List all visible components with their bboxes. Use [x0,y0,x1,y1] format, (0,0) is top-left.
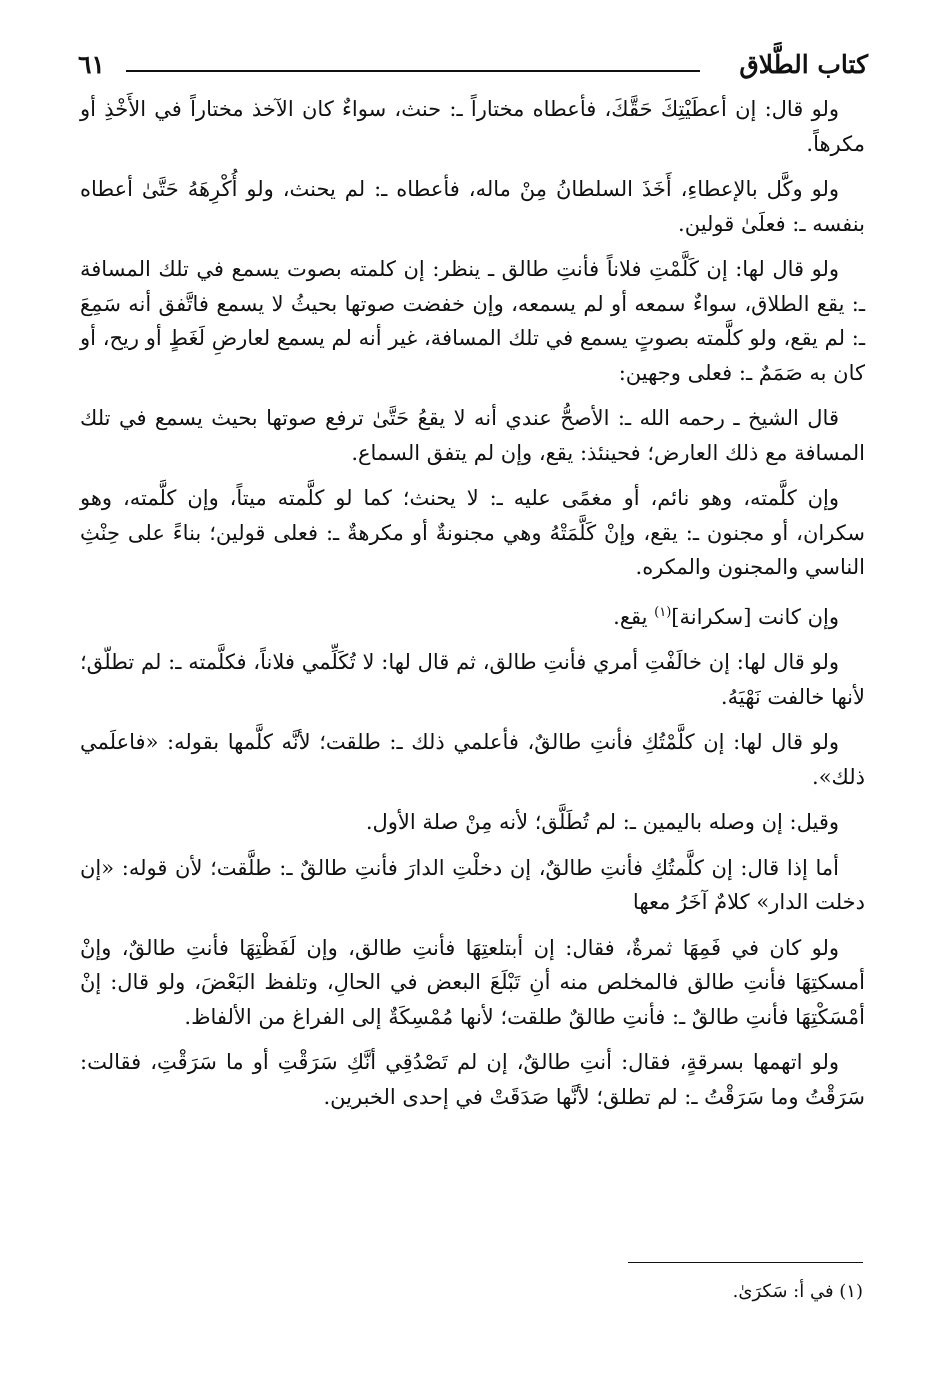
body-text [80,92,865,1125]
paragraph: ولو قال لها: إن كَلَّمْتِ فلاناً فأنتِ طالق ـ ينظر: إن كلمته بصوت يسمع في تلك المسافة ـ: يقع الطلاق، سواءٌ سمعه أو لم يسمعه، وإن خفضت صوتها بحيثُ لا يسمع فاتَّفق أنه سَمِعَ ـ: لم يقع، ولو كلَّمته بصوتٍ يسمع في تلك المسافة، غير أنه لم يسمع لعارضِ لَغَطٍ أو ريح، أو كان به صَمَمٌ ـ: فعلى وجهين: [80,257,865,385]
paragraph: ولو اتهمها بسرقةٍ، فقال: أنتِ طالقٌ، إن لم تَصْدُقِي أنَّكِ سَرَقْتِ أو ما سَرَقْتِ، فقالت: سَرَقْتُ وما سَرَقْتُ ـ: لم تطلق؛ لأنَّها صَدَقَتْ في إحدى الخبرين. [80,1050,865,1109]
paragraph: ولو وكَّل بالإعطاءِ، أَخَذَ السلطانُ مِنْ ماله، فأعطاه ـ: لم يحنث، ولو أُكْرِهَهُ حَتَّىٰ أعطاه بنفسه ـ: فعلَىٰ قولين. [80,177,865,236]
paragraph: أما إذا قال: إن كلَّمتُكِ فأنتِ طالقٌ، إن دخلْتِ الدارَ فأنتِ طالقٌ ـ: طلَّقت؛ لأن قوله: «إن دخلت الدار» كلامٌ آخَرُ معها [80,855,865,914]
header-rule [126,70,700,72]
footnote: (١) في أ: سَكرَىٰ. [732,1281,863,1302]
paragraph: قال الشيخ ـ رحمه الله ـ: الأصحُّ عندي أنه لا يقعُ حَتَّىٰ ترفع صوتها بحيث يسمع في تلك المسافة مع ذلك العارض؛ فحينئذ: يقع، وإن لم يتفق السماع. [80,406,865,465]
paragraph: وإن كلَّمته، وهو نائم، أو مغمًى عليه ـ: لا يحنث؛ كما لو كلَّمته ميتاً، وإن كلَّمته، وهو سكران، أو مجنون ـ: يقع، وإنْ كَلَّمَتْهُ وهي مجنونةٌ أو مكرهةٌ ـ: فعلى قولين؛ بناءً على حِنْثِ الناسي والمجنون والمكره. [80,486,865,579]
page-number: ٦١ [78,50,105,79]
paragraph-text: يقع. [613,604,655,629]
paragraph: ولو قال لها: إن خالَفْتِ أمري فأنتِ طالق، ثم قال لها: لا تُكَلِّمي فلاناً، فكلَّمته ـ: لم تطلّق؛ لأنها خالفت نَهْيَهُ. [80,650,865,709]
paragraph: ولو كان في فَمِهَا ثمرةٌ، فقال: إن أبتلعتِهَا فأنتِ طالق، وإن لَفَظْتِهَا فأنتِ طالقٌ، وإنْ أمسكتِهَا فأنتِ طالق فالمخلص منه أنِ تَبْلَعَ البعض في الحالِ، وتلفظ البَعْضَ، ولو قال: إنْ أمْسَكْتِهَا فأنتِ طالقٌ ـ: فأنتِ طالقٌ طلقت؛ لأنها مُمْسِكَةٌ إلى الفراغ من الألفاظ. [80,935,865,1029]
paragraph: ولو قال لها: إن كلَّمْتُكِ فأنتِ طالقٌ، فأعلمي ذلك ـ: طلقت؛ لأنَّه كلَّمها بقوله: «فاعلَمي ذلك». [80,730,865,789]
footnote-rule [628,1262,863,1263]
page-header [78,48,868,88]
paragraph-with-footnote [80,596,865,635]
paragraph: ولو قال: إن أعطَيْتِكَ حَقَّكَ، فأعطاه مختاراً ـ: حنث، سواءٌ كان الآخذ مختاراً في الأَخْذِ أو مكرهاً. [80,97,865,156]
footnote-marker: (١) [654,604,672,620]
paragraph-text: وإن كانت [سكرانة] [671,604,839,629]
paragraph: وقيل: إن وصله باليمين ـ: لم تُطَلَّق؛ لأنه مِنْ صلة الأول. [365,810,839,834]
chapter-title: كتاب الطَّلاق [739,50,868,79]
